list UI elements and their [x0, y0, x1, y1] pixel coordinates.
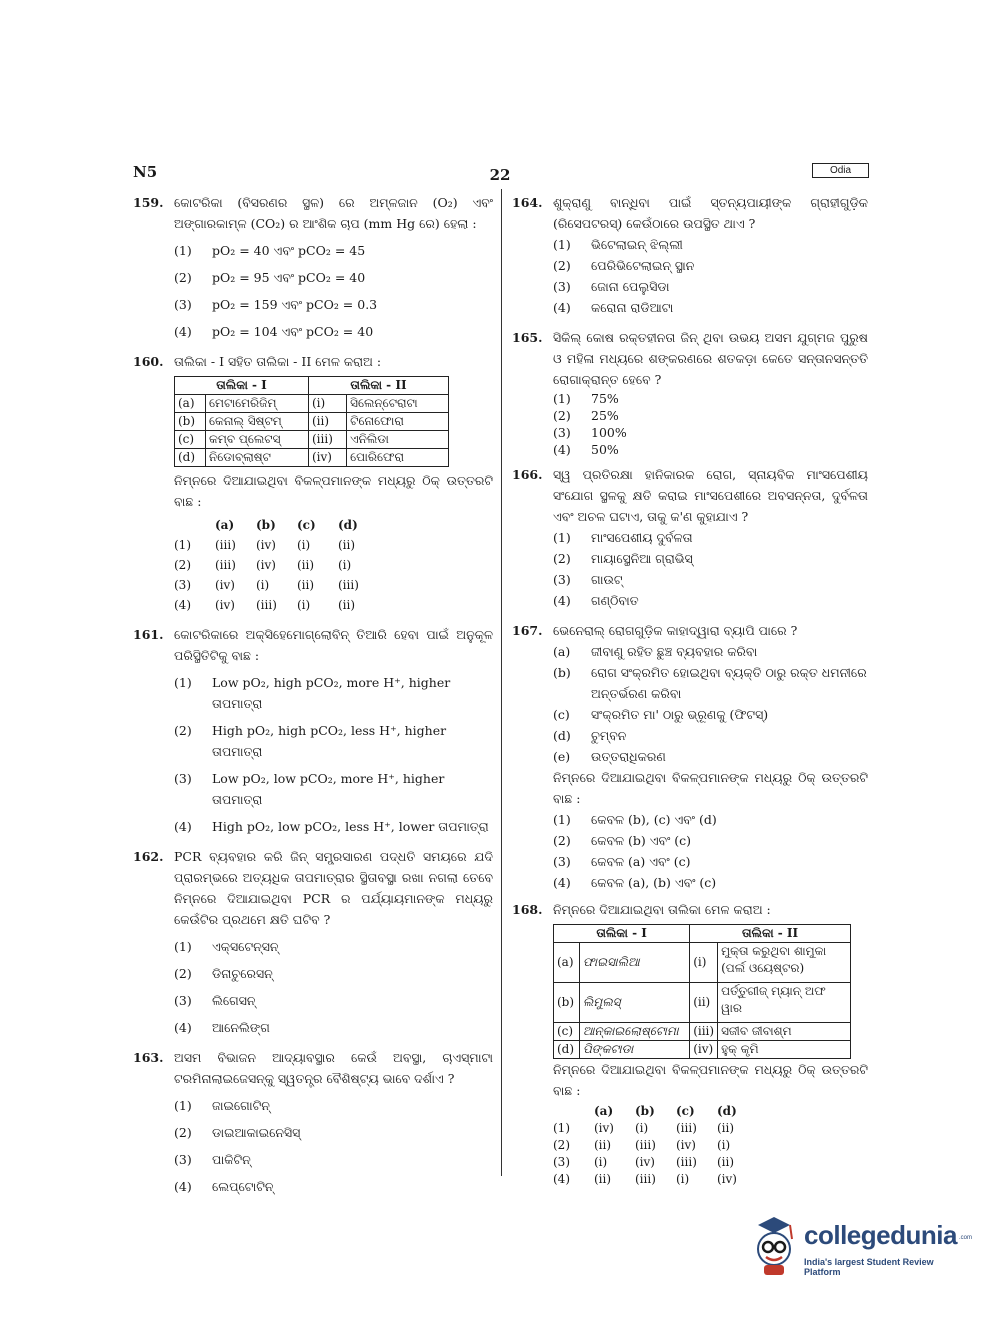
option-number: (1) [174, 675, 192, 690]
cell: ପୋରିଫେରା [347, 449, 449, 467]
question-160 [133, 351, 493, 615]
option[interactable] [553, 234, 868, 255]
question-number: 165. [512, 330, 543, 345]
answer-row[interactable] [174, 555, 359, 575]
option[interactable] [553, 527, 868, 548]
logo-suffix: .com [959, 1235, 973, 1241]
option-text: ଡାଇଆକାଇନେସିସ୍ [212, 1125, 301, 1140]
cell: (i) [690, 943, 718, 983]
cell: କେନାଲ୍ ସିଷ୍ଟମ୍ [206, 413, 309, 431]
answer-grid [553, 1103, 737, 1188]
option-text: ଗାଉଟ୍ [591, 572, 623, 587]
option-number: (4) [174, 1020, 192, 1035]
option[interactable] [174, 1149, 493, 1170]
cell: (d) [175, 449, 206, 467]
option[interactable] [174, 294, 493, 315]
option-number: (2) [174, 1125, 192, 1140]
option-text: pO₂ = 159 ଏବଂ pCO₂ = 0.3 [212, 297, 378, 312]
cell: (i) [338, 558, 352, 572]
question-text: କୋଟରିକା (ବିସରଣର ସ୍ଥଳ) ରେ ଅମ୍ଳଜାନ (O₂) ଏବଂ ଅଙ୍ଗାରକାମ୍ଳ (CO₂) ର ଆଂଶିକ ଚାପ (mm Hg ରେ) ହେଲା : [174, 195, 493, 231]
cell: (iv) [676, 1138, 696, 1152]
cell: (c) [554, 1023, 580, 1041]
item-letter: (c) [553, 707, 570, 722]
cell: (4) [174, 598, 191, 612]
table-row [554, 943, 851, 983]
option-text: 25% [591, 408, 619, 423]
question-text: ସିକିଲ୍ କୋଷ ରକ୍ତହୀନତା ଜିନ୍ ଥିବା ଉଭୟ ଅସମ ଯୁଗ୍ମଜ ପୁରୁଷ ଓ ମହିଳା ମଧ୍ୟରେ ଶଙ୍କରଣରେ ଶତକଡ଼ା କେତେ ସନ୍ତାନସନ୍ତତି ରୋଗାକ୍ରାନ୍ତ ହେବେ ? [553, 330, 868, 387]
item-letter: (d) [553, 728, 571, 743]
answer-head: (c) [297, 518, 316, 532]
option[interactable] [174, 240, 493, 261]
table-row [175, 431, 449, 449]
option-number: (3) [174, 1152, 192, 1167]
cell: (iv) [256, 538, 276, 552]
cell: (ii) [338, 598, 356, 612]
cell: (iv) [690, 1041, 718, 1059]
cell: (iv) [215, 598, 235, 612]
cell: ସିଲେନ୍‌ଟେରାଟା [347, 395, 449, 413]
question-166 [512, 464, 868, 611]
cell: (iv) [215, 578, 235, 592]
cell: (3) [174, 578, 191, 592]
cell: ପିଙ୍କଟାଡା [579, 1041, 689, 1059]
cell: ହୁକ୍ କୃମି [718, 1041, 851, 1059]
option-text: କେବଳ (b), (c) ଏବଂ (d) [591, 812, 717, 827]
question-159 [133, 192, 493, 342]
option[interactable] [174, 768, 493, 810]
answer-row[interactable] [174, 575, 359, 595]
table-row [554, 983, 851, 1023]
question-number: 159. [133, 195, 164, 210]
answer-head: (b) [256, 518, 276, 532]
logo-tagline: India's largest Student Review Platform [804, 1257, 934, 1277]
cell: (iii) [215, 538, 236, 552]
cell: (b) [554, 983, 580, 1023]
option-number: (1) [174, 939, 192, 954]
cell: (ii) [594, 1172, 612, 1186]
cell: (a) [554, 943, 580, 983]
instruction: ନିମ୍ନରେ ଦିଆଯାଇଥିବା ବିକଳ୍ପମାନଙ୍କ ମଧ୍ୟରୁ ଠିକ୍ ଉତ୍ତରଟି ବାଛ : [553, 1062, 868, 1098]
option-text: ଜାଇଗୋଟିନ୍ [212, 1098, 270, 1113]
option-number: (1) [553, 812, 571, 827]
option[interactable] [553, 569, 868, 590]
cell: (i) [297, 538, 311, 552]
question-text: ଶୁକ୍ରାଣୁ ବାନ୍ଧିବା ପାଇଁ ସ୍ତନ୍ୟପାୟୀଙ୍କ ଗ୍ରାହୀଗୁଡ଼ିକ (ରିସେପଟରସ୍) କେଉଁଠାରେ ଉପସ୍ଥିତ ଥାଏ ? [553, 195, 868, 231]
left-column [133, 192, 493, 1197]
mascot-icon [744, 1213, 802, 1279]
question-number: 164. [512, 195, 543, 210]
cell: (iii) [690, 1023, 718, 1041]
cell: ଏନିଲିଡା [347, 431, 449, 449]
statement-item [553, 725, 868, 746]
option[interactable] [174, 963, 493, 984]
option-number: (4) [553, 300, 571, 315]
option-text: ଗଣ୍ଠିବାତ [591, 593, 639, 608]
option[interactable] [553, 255, 868, 276]
question-text: ତାଲିକା - I ସହିତ ତାଲିକା - II ମେଳ କରାଅ : [174, 354, 382, 369]
statement-item [553, 746, 868, 767]
answer-head: (b) [635, 1104, 655, 1118]
answer-row[interactable] [174, 595, 359, 615]
option[interactable] [553, 851, 868, 872]
item-text: ଜୀବାଣୁ ରହିତ ଛୁଞ୍ଚ ବ୍ୟବହାର କରିବା [591, 644, 758, 659]
question-162 [133, 846, 493, 1038]
cell: (iv) [256, 558, 276, 572]
cell: (iii) [215, 558, 236, 572]
option-text: କେବଳ (a) ଏବଂ (c) [591, 854, 691, 869]
option-text: ମାଂସପେଶୀୟ ଦୁର୍ବଳତା [591, 530, 693, 545]
option[interactable] [553, 407, 868, 424]
option-number: (2) [553, 551, 571, 566]
option-number: (1) [553, 391, 571, 406]
cell: (iv) [594, 1121, 614, 1135]
cell: (iv) [717, 1172, 737, 1186]
cell: ଲିମୁଲସ୍ [579, 983, 689, 1023]
option-number: (4) [553, 593, 571, 608]
cell: (i) [676, 1172, 690, 1186]
page-number: 22 [489, 166, 511, 184]
table-row [175, 449, 449, 467]
cell: (ii) [297, 578, 315, 592]
cell: (iii) [676, 1155, 697, 1169]
option-text: ପେରିଭିଟେଲାଇନ୍ ସ୍ଥାନ [591, 258, 695, 273]
answer-row[interactable] [553, 1171, 737, 1188]
table-row [175, 413, 449, 431]
answer-row[interactable] [553, 1120, 737, 1137]
cell: (ii) [594, 1138, 612, 1152]
option-number: (1) [174, 243, 192, 258]
answer-row[interactable] [174, 535, 359, 555]
option-number: (4) [174, 1179, 192, 1194]
cell: (i) [297, 598, 311, 612]
option-text: କେବଳ (b) ଏବଂ (c) [591, 833, 692, 848]
question-text: ଭେନେରାଲ୍ ରୋଗଗୁଡ଼ିକ କାହାଦ୍ୱାରା ବ୍ୟାପି ପାରେ ? [553, 623, 798, 638]
option-number: (3) [174, 297, 192, 312]
question-165 [512, 327, 868, 458]
option-number: (4) [553, 442, 571, 457]
option-text: ଲିଗେସନ୍ [212, 993, 256, 1008]
question-text: କୋଟରିକାରେ ଅକ୍ସିହେମୋଗ୍ଲୋବିନ୍ ତିଆରି ହେବା ପାଇଁ ଅନୁକୂଳ ପରିସ୍ଥିତିଟିକୁ ବାଛ : [174, 627, 493, 663]
cell: ଫାଇସାଲିଆ [579, 943, 689, 983]
cell: ସଜୀବ ଜୀବାଶ୍ମ [718, 1023, 851, 1041]
option-number: (4) [174, 819, 192, 834]
option[interactable] [174, 720, 493, 762]
question-number: 160. [133, 354, 164, 369]
option[interactable] [553, 590, 868, 611]
option[interactable] [174, 267, 493, 288]
right-column [512, 192, 868, 1188]
option[interactable] [553, 809, 868, 830]
instruction: ନିମ୍ନରେ ଦିଆଯାଇଥିବା ବିକଳ୍ପମାନଙ୍କ ମଧ୍ୟରୁ ଠିକ୍ ଉତ୍ତରଟି ବାଛ : [174, 473, 493, 509]
list-1-heading: ତାଲିକା - I [175, 377, 309, 395]
option[interactable] [174, 672, 493, 714]
cell: (iii) [309, 431, 347, 449]
cell: (3) [553, 1155, 570, 1169]
option-number: (3) [553, 854, 571, 869]
option[interactable] [553, 548, 868, 569]
option-number: (2) [174, 270, 192, 285]
option-number: (3) [553, 572, 571, 587]
option-number: (4) [553, 875, 571, 890]
list-2-heading: ତାଲିକା - II [309, 377, 449, 395]
option-text: High pO₂, low pCO₂, less H⁺, lower ତାପମାତ୍ରା [212, 819, 489, 834]
cell: (i) [594, 1155, 608, 1169]
cell: (ii) [338, 538, 356, 552]
cell: (iii) [676, 1121, 697, 1135]
option-number: (2) [553, 833, 571, 848]
cell: (ii) [297, 558, 315, 572]
option-number: (3) [174, 771, 192, 786]
option[interactable] [174, 816, 493, 837]
option-text: ମାୟାସ୍ଥେନିଆ ଗ୍ରାଭିସ୍ [591, 551, 693, 566]
option-text: Low pO₂, high pCO₂, more H⁺, higher ତାପମାତ୍ରା [212, 675, 451, 711]
cell: (ii) [717, 1155, 735, 1169]
option-text: pO₂ = 104 ଏବଂ pCO₂ = 40 [212, 324, 374, 339]
page-code: N5 [133, 163, 158, 181]
cell: (a) [175, 395, 206, 413]
option-number: (1) [553, 237, 571, 252]
answer-head: (d) [717, 1104, 737, 1118]
cell: (1) [553, 1121, 570, 1135]
cell: (iv) [309, 449, 347, 467]
option-number: (2) [174, 723, 192, 738]
question-number: 168. [512, 902, 543, 917]
option-number: (1) [174, 1098, 192, 1113]
option-text: ଜୋନା ପେଲୁସିଡା [591, 279, 670, 294]
cell: (i) [256, 578, 270, 592]
option-text: 75% [591, 391, 619, 406]
question-161 [133, 624, 493, 837]
answer-row[interactable] [553, 1154, 737, 1171]
option-text: Low pO₂, low pCO₂, more H⁺, higher ତାପମାତ୍ରା [212, 771, 445, 807]
question-text: PCR ବ୍ୟବହାର କରି ଜିନ୍ ସମ୍ପ୍ରସାରଣ ପଦ୍ଧତି ସମୟରେ ଯଦି ପ୍ରାରମ୍ଭରେ ଅତ୍ୟଧିକ ତାପମାତ୍ରାର ସ୍ଥିତାବସ୍ଥା ରଖା ନଗଲା ତେବେ ନିମ୍ନରେ ଦିଆଯାଇଥିବା PCR ର ପର୍ଯ୍ୟାୟମାନଙ୍କ ମଧ୍ୟରୁ କେଉଁଟିର ପ୍ରଥମେ କ୍ଷତି ଘଟିବ ? [174, 849, 493, 927]
item-letter: (b) [553, 665, 571, 680]
option-number: (2) [174, 966, 192, 981]
table-row [175, 395, 449, 413]
option[interactable] [553, 390, 868, 407]
match-table [174, 376, 449, 467]
question-text: ନିମ୍ନରେ ଦିଆଯାଇଥିବା ତାଲିକା ମେଳ କରାଅ : [553, 902, 771, 917]
cell: (i) [635, 1121, 649, 1135]
cell: (iii) [635, 1172, 656, 1186]
statement-item [553, 704, 868, 725]
answer-grid [174, 515, 359, 615]
cell: (b) [175, 413, 206, 431]
question-167 [512, 620, 868, 893]
option-text: କେବଳ (a), (b) ଏବଂ (c) [591, 875, 717, 890]
match-table [553, 924, 851, 1059]
question-text: ଅସମ ବିଭାଜନ ଆଦ୍ୟାବସ୍ଥାର କେଉଁ ଅବସ୍ଥା, ଚାଏସ୍‌ମାଟା ଟରମିନାଲାଇଜେସନ୍‌କୁ ସ୍ୱତନ୍ତ୍ର ବୈଶିଷ୍ଟ୍ୟ ଭାବେ ଦର୍ଶାଏ ? [174, 1050, 493, 1086]
item-letter: (a) [553, 644, 571, 659]
option[interactable] [553, 872, 868, 893]
cell: କମ୍ବ ପ୍ଲେଟସ୍ [206, 431, 309, 449]
cell: (2) [174, 558, 191, 572]
cell: (iii) [256, 598, 277, 612]
cell: (2) [553, 1138, 570, 1152]
table-row [554, 1023, 851, 1041]
cell: (ii) [690, 983, 718, 1023]
answer-head: (a) [215, 518, 235, 532]
cell: ମୁକ୍ତା କରୁଥିବା ଶାମୁକା (ପର୍ଲ ଓୟେଷ୍ଟର) [718, 943, 851, 983]
column-divider [501, 189, 502, 1176]
question-number: 166. [512, 467, 543, 482]
question-168 [512, 899, 868, 1101]
item-text: ଚୁମ୍ବନ [591, 728, 627, 743]
list-1-heading: ତାଲିକା - I [554, 925, 690, 943]
cell: (ii) [309, 413, 347, 431]
option-text: ଆନେଲିଙ୍ଗ [212, 1020, 270, 1035]
cell: (i) [309, 395, 347, 413]
option-number: (3) [174, 993, 192, 1008]
answer-head: (c) [676, 1104, 695, 1118]
option-text: ଏକ୍ସଟେନ୍‌ସନ୍ [212, 939, 279, 954]
option[interactable] [174, 321, 493, 342]
option-text: pO₂ = 95 ଏବଂ pCO₂ = 40 [212, 270, 366, 285]
item-letter: (e) [553, 749, 571, 764]
option-text: 100% [591, 425, 627, 440]
option-number: (3) [553, 279, 571, 294]
option-text: ଲେପ୍‌ଟୋଟିନ୍ [212, 1179, 274, 1194]
answer-head: (a) [594, 1104, 614, 1118]
option-text: ପାକିଟିନ୍ [212, 1152, 251, 1167]
item-text: ରୋଗ ସଂକ୍ରମିତ ହୋଇଥିବା ବ୍ୟକ୍ତି ଠାରୁ ରକ୍ତ ଧମନୀରେ ଅନ୍ତର୍ଭରଣ କରିବା [591, 665, 867, 701]
option[interactable] [174, 1176, 493, 1197]
question-164 [512, 192, 868, 318]
option-text: High pO₂, high pCO₂, less H⁺, higher ତାପମାତ୍ରା [212, 723, 447, 759]
option[interactable] [553, 441, 868, 458]
option-number: (2) [553, 408, 571, 423]
cell: ପର୍ତ୍ତୁଗୀଜ୍ ମ୍ୟାନ୍ ଅଫ ୱାର [718, 983, 851, 1023]
option-text: ଭିଟେଲାଇନ୍ ଝିଲ୍ଲୀ [591, 237, 683, 252]
cell: (iii) [338, 578, 359, 592]
option[interactable] [174, 1122, 493, 1143]
statement-item [553, 641, 868, 662]
question-163 [133, 1047, 493, 1197]
option[interactable] [174, 936, 493, 957]
option-text: କରୋନା ରାଡିଆଟା [591, 300, 674, 315]
option-number: (4) [174, 324, 192, 339]
cell: ନିଡୋବ୍ଲାଷ୍ଟ [206, 449, 309, 467]
item-text: ଉତ୍ତରାଧିକରଣ [591, 749, 666, 764]
option[interactable] [174, 1017, 493, 1038]
option-text: 50% [591, 442, 619, 457]
question-number: 162. [133, 849, 164, 864]
option-text: ଡିନାଚୁରେସନ୍ [212, 966, 273, 981]
question-number: 161. [133, 627, 164, 642]
cell: ଆନ୍‌କାଇଲୋଷ୍ଟୋମା [579, 1023, 689, 1041]
instruction: ନିମ୍ନରେ ଦିଆଯାଇଥିବା ବିକଳ୍ପମାନଙ୍କ ମଧ୍ୟରୁ ଠିକ୍ ଉତ୍ତରଟି ବାଛ : [553, 770, 868, 806]
cell: (iii) [635, 1138, 656, 1152]
cell: (iv) [635, 1155, 655, 1169]
answer-head: (d) [338, 518, 358, 532]
cell: (4) [553, 1172, 570, 1186]
cell: (d) [554, 1041, 580, 1059]
option[interactable] [553, 424, 868, 441]
option-text: pO₂ = 40 ଏବଂ pCO₂ = 45 [212, 243, 366, 258]
item-text: ସଂକ୍ରମିତ ମା' ଠାରୁ ଭ୍ରୂଣକୁ (ଫିଟସ୍) [591, 707, 769, 722]
logo-wordmark: collegedunia [804, 1220, 957, 1250]
option-number: (3) [553, 425, 571, 440]
cell: (c) [175, 431, 206, 449]
cell: (1) [174, 538, 191, 552]
cell: (ii) [717, 1121, 735, 1135]
statement-item [553, 662, 868, 704]
language-badge: Odia [812, 163, 869, 178]
option[interactable] [553, 297, 868, 318]
cell: (i) [717, 1138, 731, 1152]
option[interactable] [553, 830, 868, 851]
table-row [554, 1041, 851, 1059]
cell: ଟିନୋଫୋରା [347, 413, 449, 431]
option-number: (2) [553, 258, 571, 273]
option[interactable] [174, 1095, 493, 1116]
collegedunia-logo[interactable] [744, 1213, 973, 1279]
list-2-heading: ତାଲିକା - II [690, 925, 851, 943]
cell: ମେଟାମେରିଜିମ୍ [206, 395, 309, 413]
option[interactable] [174, 990, 493, 1011]
question-number: 163. [133, 1050, 164, 1065]
option-number: (1) [553, 530, 571, 545]
question-number: 167. [512, 623, 543, 638]
option[interactable] [553, 276, 868, 297]
question-text: ସ୍ୱ ପ୍ରତିରକ୍ଷା ହାନିକାରକ ରୋଗ, ସ୍ନାୟବିକ ମାଂସପେଶୀୟ ସଂଯୋଗ ସ୍ଥଳକୁ କ୍ଷତି କରାଇ ମାଂସପେଶୀରେ ଅବସନ୍ନତା, ଦୁର୍ବଳତା ଏବଂ ଅଚଳ ଘଟାଏ, ତାକୁ କ'ଣ କୁହାଯାଏ ? [553, 467, 868, 524]
answer-row[interactable] [553, 1137, 737, 1154]
